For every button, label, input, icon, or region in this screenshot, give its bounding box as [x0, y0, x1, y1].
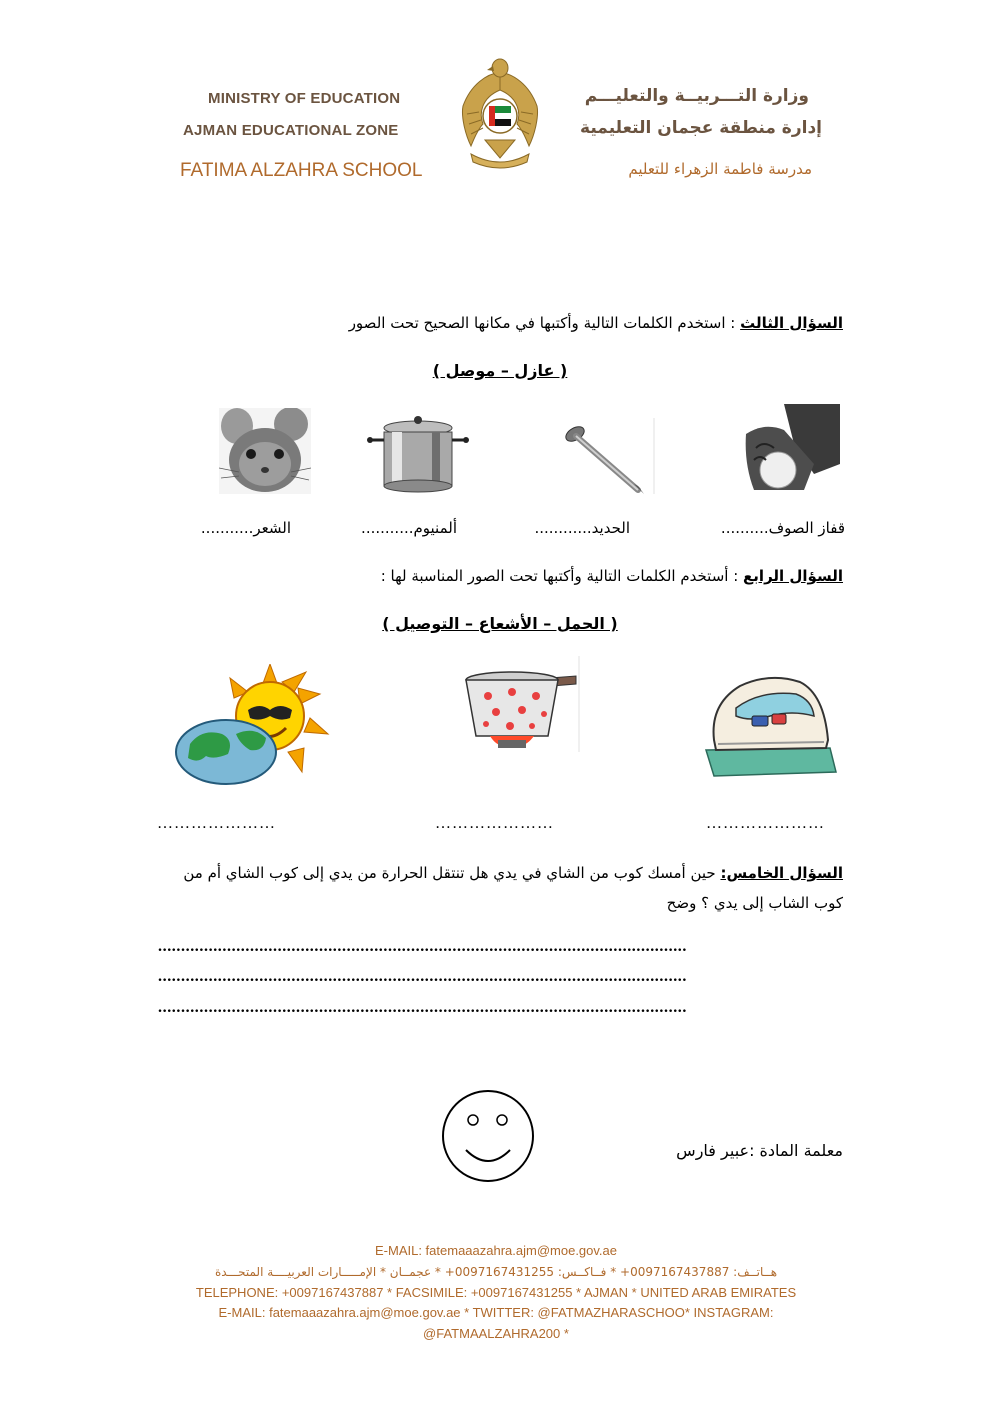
question-5-text: حين أمسك كوب من الشاي في يدي هل تنتقل الحرارة من يدي إلى كوب الشاي أم من كوب الشاب إلى يدي ؟ وضح	[183, 864, 843, 912]
school-name-ar: مدرسة فاطمة الزهراء للتعليم	[628, 160, 812, 178]
emblem-caption	[0, 0, 1, 1]
pot-on-stove-icon	[460, 656, 582, 752]
blank-convection[interactable]: …………………	[435, 815, 554, 832]
zone-title-en: AJMAN EDUCATIONAL ZONE	[183, 122, 399, 139]
question-3-words: ( عازل – موصل )	[432, 361, 568, 380]
footer-contact-en: TELEPHONE: +0097167437887 * FACSIMILE: +0097167431255 * AJMAN * UNITED ARAB EMIRATES	[195, 1285, 797, 1300]
school-name-en: FATIMA ALZAHRA SCHOOL	[180, 160, 423, 181]
sun-and-earth-icon	[170, 664, 332, 788]
answer-line-2[interactable]: ...................................................................................................................	[158, 968, 687, 985]
teacher-name: معلمة المادة :عبير فارس	[676, 1141, 843, 1160]
zone-title-ar: إدارة منطقة عجمان التعليمية	[580, 118, 822, 138]
chinchilla-icon	[219, 408, 311, 494]
footer-contact-ar: هــاتــف: 0097167437887+ * فــاكــس: 0097167431255+ * عجمــان * الإمـــــارات العربيــــة المتحـــدة	[214, 1265, 778, 1279]
question-4-words: ( الحمل – الأشعاع – التوصيل )	[382, 614, 618, 633]
ministry-title-en: MINISTRY OF EDUCATION	[208, 90, 401, 107]
blank-conduction[interactable]: …………………	[706, 815, 825, 832]
footer-email: E-MAIL: fatemaaazahra.ajm@moe.gov.ae	[374, 1243, 617, 1258]
footer-instagram: @FATMAALZAHRA200 *	[423, 1326, 569, 1341]
blank-radiation[interactable]: …………………	[157, 815, 276, 832]
question-3-text: : استخدم الكلمات التالية وأكتبها في مكانها الصحيح تحت الصور	[348, 314, 741, 332]
footer-social: E-MAIL: fatemaaazahra.ajm@moe.gov.ae * TWITTER: @FATMAZHARASCHOO* INSTAGRAM:	[218, 1305, 774, 1320]
question-4-label: السؤال الرابع	[743, 567, 843, 585]
answer-aluminum: ألمنيوم...........	[361, 519, 457, 537]
smiley-face-icon	[440, 1088, 536, 1184]
iron-nail-icon	[558, 418, 656, 494]
question-4	[223, 567, 843, 585]
question-3	[223, 314, 843, 332]
answer-line-1[interactable]: ...................................................................................................................	[158, 938, 687, 955]
glove-holding-snowball-icon	[744, 404, 840, 494]
question-5	[173, 858, 843, 918]
ministry-title-ar: وزارة التـــربيــة والتعليـــم	[584, 86, 809, 106]
clothes-iron-icon	[700, 664, 842, 784]
uae-eagle-emblem-icon	[457, 54, 543, 174]
answer-line-3[interactable]: ...................................................................................................................	[158, 999, 687, 1016]
answer-hair: الشعر...........	[200, 519, 291, 537]
answer-wool-glove: قفاز الصوف..........	[720, 519, 845, 537]
question-5-label: السؤال الخامس:	[720, 864, 843, 882]
question-3-label: السؤال الثالث	[740, 314, 843, 332]
cooking-pot-icon	[366, 414, 470, 494]
question-4-text: : أستخدم الكلمات التالية وأكتبها تحت الصور المناسبة لها :	[380, 567, 744, 585]
answer-iron: الحديد............	[534, 519, 630, 537]
